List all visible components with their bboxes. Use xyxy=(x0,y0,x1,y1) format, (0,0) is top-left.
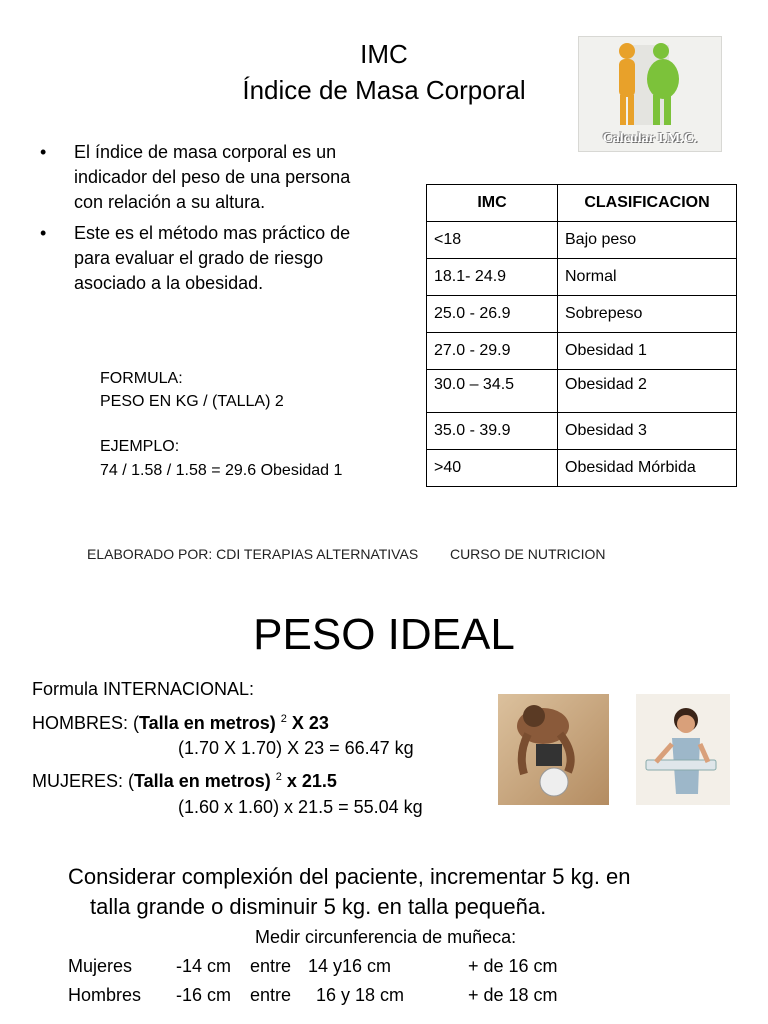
table-row xyxy=(427,370,737,413)
table-row xyxy=(427,259,737,296)
calcular-imc-logo xyxy=(578,36,722,152)
entre-label: entre xyxy=(250,985,292,1005)
clasificacion-cell: Bajo peso xyxy=(558,222,737,259)
considerar-line-2: talla grande o disminuir 5 kg. en talla pequeña. xyxy=(90,894,547,919)
peso-ideal-title: PESO IDEAL xyxy=(253,610,515,659)
bullet-item xyxy=(40,140,370,215)
logo-text: Calcular I.M.C. xyxy=(602,131,698,146)
clasificacion-cell: Sobrepeso xyxy=(558,296,737,333)
credits-line xyxy=(87,546,606,562)
mujeres-bold: Talla en metros) xyxy=(134,771,271,791)
imc-cell: 18.1- 24.9 xyxy=(427,259,558,296)
max-value: + de 18 cm xyxy=(468,985,558,1005)
elaborado-text: ELABORADO POR: CDI TERAPIAS ALTERNATIVAS xyxy=(87,546,419,562)
imc-cell: 35.0 - 39.9 xyxy=(427,413,558,450)
range-value: 16 y 18 cm xyxy=(316,985,405,1005)
entre-label: entre xyxy=(250,956,292,976)
column-header-imc: IMC xyxy=(427,185,558,222)
bullet-text: El índice de masa corporal es un indicador del peso de una persona con relación a su altura. xyxy=(74,142,351,212)
bullet-marker: • xyxy=(40,223,47,243)
mujeres-calc: (1.60 x 1.60) x 21.5 = 55.04 kg xyxy=(178,797,423,817)
page-subtitle: Índice de Masa Corporal xyxy=(242,75,526,105)
hombres-multiplier: X 23 xyxy=(291,713,329,733)
imc-cell: 25.0 - 26.9 xyxy=(427,296,558,333)
mujeres-multiplier: x 21.5 xyxy=(286,771,337,791)
imc-cell: 30.0 – 34.5 xyxy=(427,370,558,413)
table-row xyxy=(427,296,737,333)
imc-cell: >40 xyxy=(427,450,558,487)
table-row xyxy=(427,413,737,450)
clasificacion-cell: Obesidad 3 xyxy=(558,413,737,450)
mujeres-formula xyxy=(32,762,337,796)
imc-classification-table xyxy=(426,184,737,487)
hombres-prefix: HOMBRES: ( xyxy=(32,713,140,733)
page-title: IMC xyxy=(360,39,408,69)
column-header-clasificacion: CLASIFICACION xyxy=(558,185,737,222)
min-value: -16 cm xyxy=(176,985,232,1005)
bullet-item xyxy=(40,221,370,296)
max-value: + de 16 cm xyxy=(468,956,558,976)
woman-on-scale-photo xyxy=(636,694,730,805)
mujeres-superscript: 2 xyxy=(275,771,282,783)
mujeres-prefix: MUJERES: ( xyxy=(32,771,135,791)
sex-label: Mujeres xyxy=(68,956,133,976)
min-value: -14 cm xyxy=(176,956,232,976)
formula-internacional-label: Formula INTERNACIONAL: xyxy=(32,679,255,699)
example-label: EJEMPLO: xyxy=(100,438,180,455)
clasificacion-cell: Normal xyxy=(558,259,737,296)
table-row xyxy=(427,450,737,487)
formula-label: FORMULA: xyxy=(100,370,183,387)
curso-text: CURSO DE NUTRICION xyxy=(449,546,606,562)
table-header-row xyxy=(427,185,737,222)
imc-cell: 27.0 - 29.9 xyxy=(427,333,558,370)
sex-label: Hombres xyxy=(68,985,142,1005)
clasificacion-cell: Obesidad 1 xyxy=(558,333,737,370)
bullet-text: Este es el método mas práctico de para evaluar el grado de riesgo asociado a la obesidad. xyxy=(74,223,351,293)
bullet-list xyxy=(40,140,370,302)
hombres-calc: (1.70 X 1.70) X 23 = 66.47 kg xyxy=(178,738,414,758)
bullet-marker: • xyxy=(40,142,47,162)
imc-cell: <18 xyxy=(427,222,558,259)
hombres-bold: Talla en metros) xyxy=(139,713,276,733)
considerar-line-1: Considerar complexión del paciente, incrementar 5 kg. en xyxy=(68,864,631,889)
table-row xyxy=(427,222,737,259)
range-value: 14 y16 cm xyxy=(308,956,392,976)
example-text: 74 / 1.58 / 1.58 = 29.6 Obesidad 1 xyxy=(100,462,343,479)
table-row xyxy=(427,333,737,370)
considerar-text xyxy=(68,862,631,922)
clasificacion-cell: Obesidad 2 xyxy=(558,370,737,413)
hombres-superscript: 2 xyxy=(280,713,287,725)
clasificacion-cell: Obesidad Mórbida xyxy=(558,450,737,487)
muneca-title: Medir circunferencia de muñeca: xyxy=(255,927,517,947)
formula-text: PESO EN KG / (TALLA) 2 xyxy=(100,393,284,410)
man-on-scale-photo xyxy=(498,694,609,805)
